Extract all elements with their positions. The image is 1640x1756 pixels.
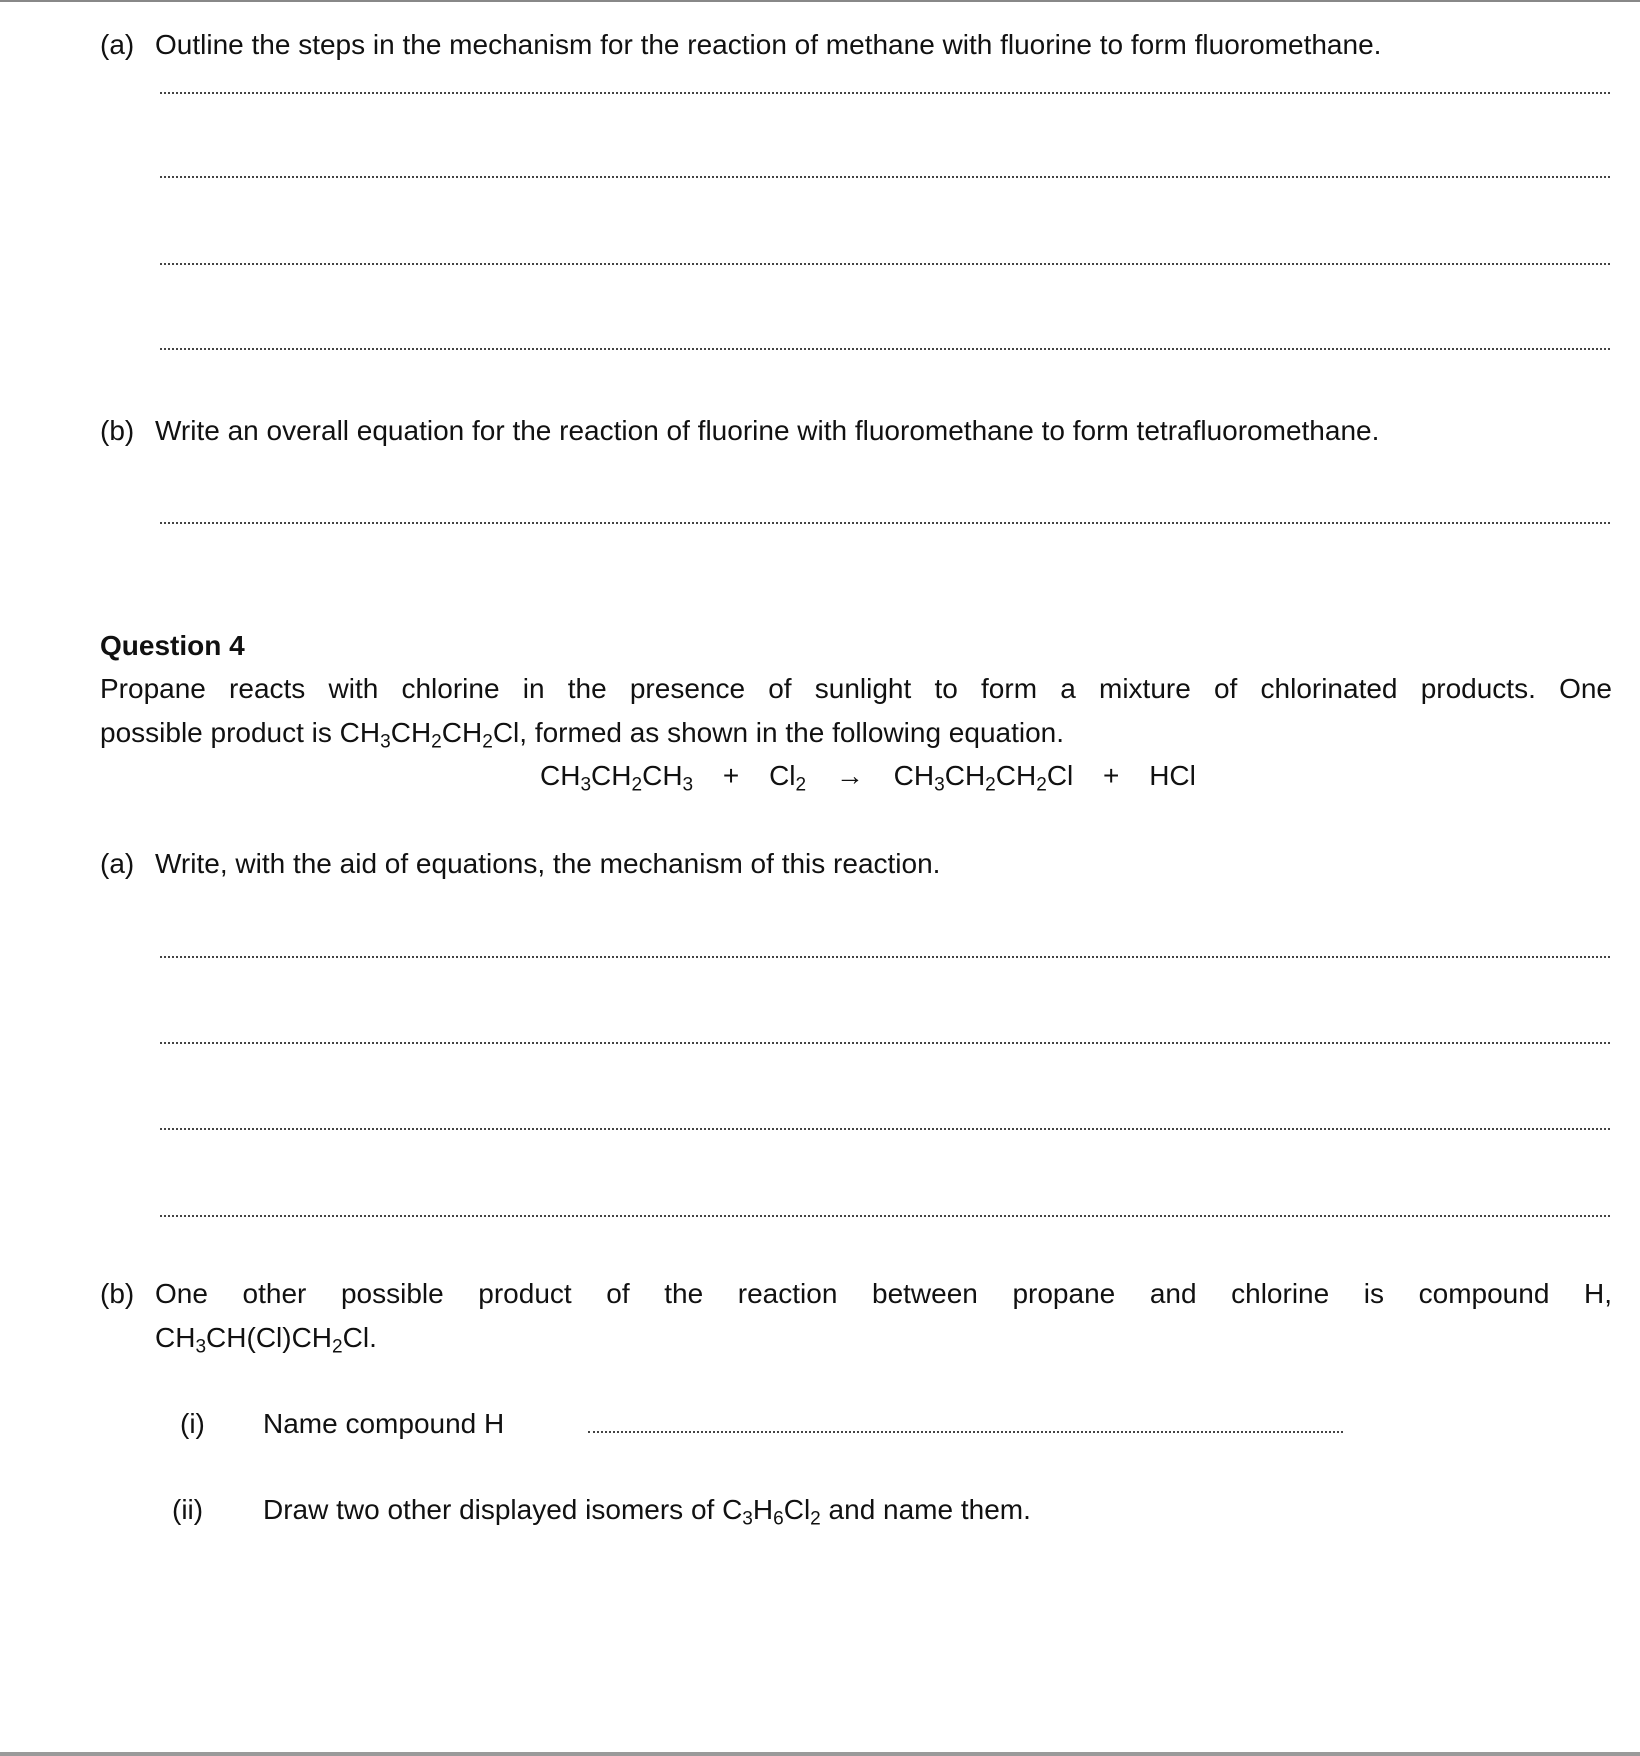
answer-line[interactable] <box>588 1431 1343 1433</box>
top-border <box>0 0 1640 2</box>
q3-part-b <box>100 413 1379 449</box>
answer-line[interactable] <box>160 1128 1610 1130</box>
q3-part-a <box>100 27 1381 63</box>
sub-part-i-text: Name compound H <box>263 1408 505 1439</box>
q4-intro-line-1: Propane reacts with chlorine in the presence of sunlight to form a mixture of chlorinated products. One <box>100 673 1612 704</box>
sub-part-ii-label: (ii) <box>172 1494 204 1525</box>
q4-part-b-line-2: $CH_3CH(Cl)CH_2Cl$. <box>155 1322 377 1358</box>
q4-part-a-text: Write, with the aid of equations, the mechanism of this reaction. <box>155 848 941 879</box>
part-label: (a) <box>100 848 135 879</box>
answer-line[interactable] <box>160 348 1610 350</box>
answer-line[interactable] <box>160 263 1610 265</box>
q4-intro-line-2: possible product is $CH_3CH_2CH_2Cl$, formed as shown in the following equation. <box>100 717 1065 753</box>
question-heading: Question 4 <box>100 630 245 661</box>
arrow-icon: → <box>835 760 864 791</box>
answer-line[interactable] <box>160 92 1610 94</box>
q3-part-b-text: Write an overall equation for the reaction of fluorine with fluoromethane to form tetrafluoromethane. <box>155 415 1380 446</box>
q4-part-b-label: (b) <box>100 1278 135 1309</box>
answer-line[interactable] <box>160 176 1610 178</box>
answer-line[interactable] <box>160 956 1610 958</box>
plus-sign: + <box>1103 760 1120 791</box>
bottom-border <box>0 1752 1640 1756</box>
sub-part-ii-text: Draw two other displayed isomers of $C_3H_6Cl_2$ and name them. <box>263 1494 1031 1530</box>
q4-part-a <box>100 846 940 882</box>
answer-line[interactable] <box>160 1215 1610 1217</box>
sub-part-i-label: (i) <box>180 1408 205 1439</box>
part-label: (b) <box>100 415 135 446</box>
reaction-equation: $CH_3CH_2CH_3 + Cl_2 \to CH_3CH_2CH_2Cl$ + HCl <box>540 760 1196 796</box>
answer-line[interactable] <box>160 522 1610 524</box>
plus-sign: + <box>722 760 740 791</box>
part-label: (a) <box>100 29 135 60</box>
q4-part-b-line-1: One other possible product of the reaction between propane and chlorine is compound H, <box>155 1278 1612 1309</box>
q3-part-a-text: Outline the steps in the mechanism for the reaction of methane with fluorine to form fluoromethane. <box>155 29 1382 60</box>
answer-line[interactable] <box>160 1042 1610 1044</box>
